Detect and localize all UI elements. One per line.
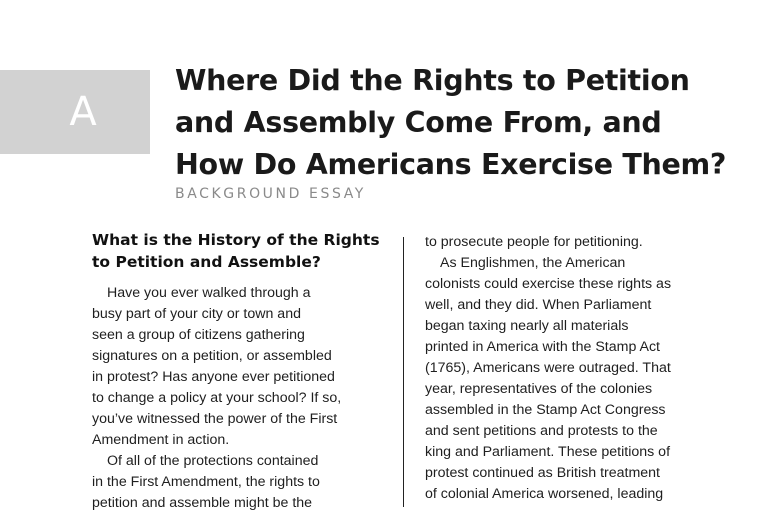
title-line: Where Did the Rights to Petition (175, 64, 690, 97)
text-line: assembled in the Stamp Act Congress (425, 402, 666, 418)
heading-line: to Petition and Assemble? (92, 253, 321, 271)
text-line: Have you ever walked through a (107, 285, 311, 301)
text-line: petition and assemble might be the (92, 495, 313, 511)
heading-line: What is the History of the Rights (92, 231, 380, 249)
text-line: to change a policy at your school? If so, (92, 390, 342, 406)
text-line: year, representatives of the colonies (425, 381, 653, 397)
page-title (175, 60, 735, 186)
right-column (425, 232, 715, 505)
section-letter: A (69, 89, 97, 135)
text-line: you’ve witnessed the power of the First (92, 411, 338, 427)
text-line: seen a group of citizens gathering (92, 327, 305, 343)
section-heading (92, 229, 382, 273)
paragraph-4 (425, 253, 715, 505)
text-line: in the First Amendment, the rights to (92, 474, 320, 490)
page-subtitle: BACKGROUND ESSAY (175, 186, 366, 202)
text-line: began taxing nearly all materials (425, 318, 629, 334)
text-line: printed in America with the Stamp Act (425, 339, 660, 355)
title-line: How Do Americans Exercise Them? (175, 148, 727, 181)
paragraph-3 (425, 232, 715, 253)
text-line: in protest? Has anyone ever petitioned (92, 369, 335, 385)
text-line: of colonial America worsened, leading (425, 486, 664, 502)
text-line: king and Parliament. These petitions of (425, 444, 671, 460)
paragraph-1 (92, 283, 382, 451)
column-divider (403, 237, 404, 507)
text-line: and sent petitions and protests to the (425, 423, 658, 439)
text-line: well, and they did. When Parliament (425, 297, 652, 313)
text-line: Amendment in action. (92, 432, 230, 448)
title-line: and Assembly Come From, and (175, 106, 662, 139)
text-line: signatures on a petition, or assembled (92, 348, 332, 364)
text-line: As Englishmen, the American (440, 255, 626, 271)
text-line: colonists could exercise these rights as (425, 276, 672, 292)
text-line: to prosecute people for petitioning. (425, 234, 643, 250)
paragraph-2 (92, 451, 382, 514)
text-line: (1765), Americans were outraged. That (425, 360, 671, 376)
text-line: Of all of the protections contained (107, 453, 319, 469)
left-column (92, 229, 382, 514)
text-line: busy part of your city or town and (92, 306, 301, 322)
section-letter-box (0, 70, 150, 154)
text-line: protest continued as British treatment (425, 465, 661, 481)
